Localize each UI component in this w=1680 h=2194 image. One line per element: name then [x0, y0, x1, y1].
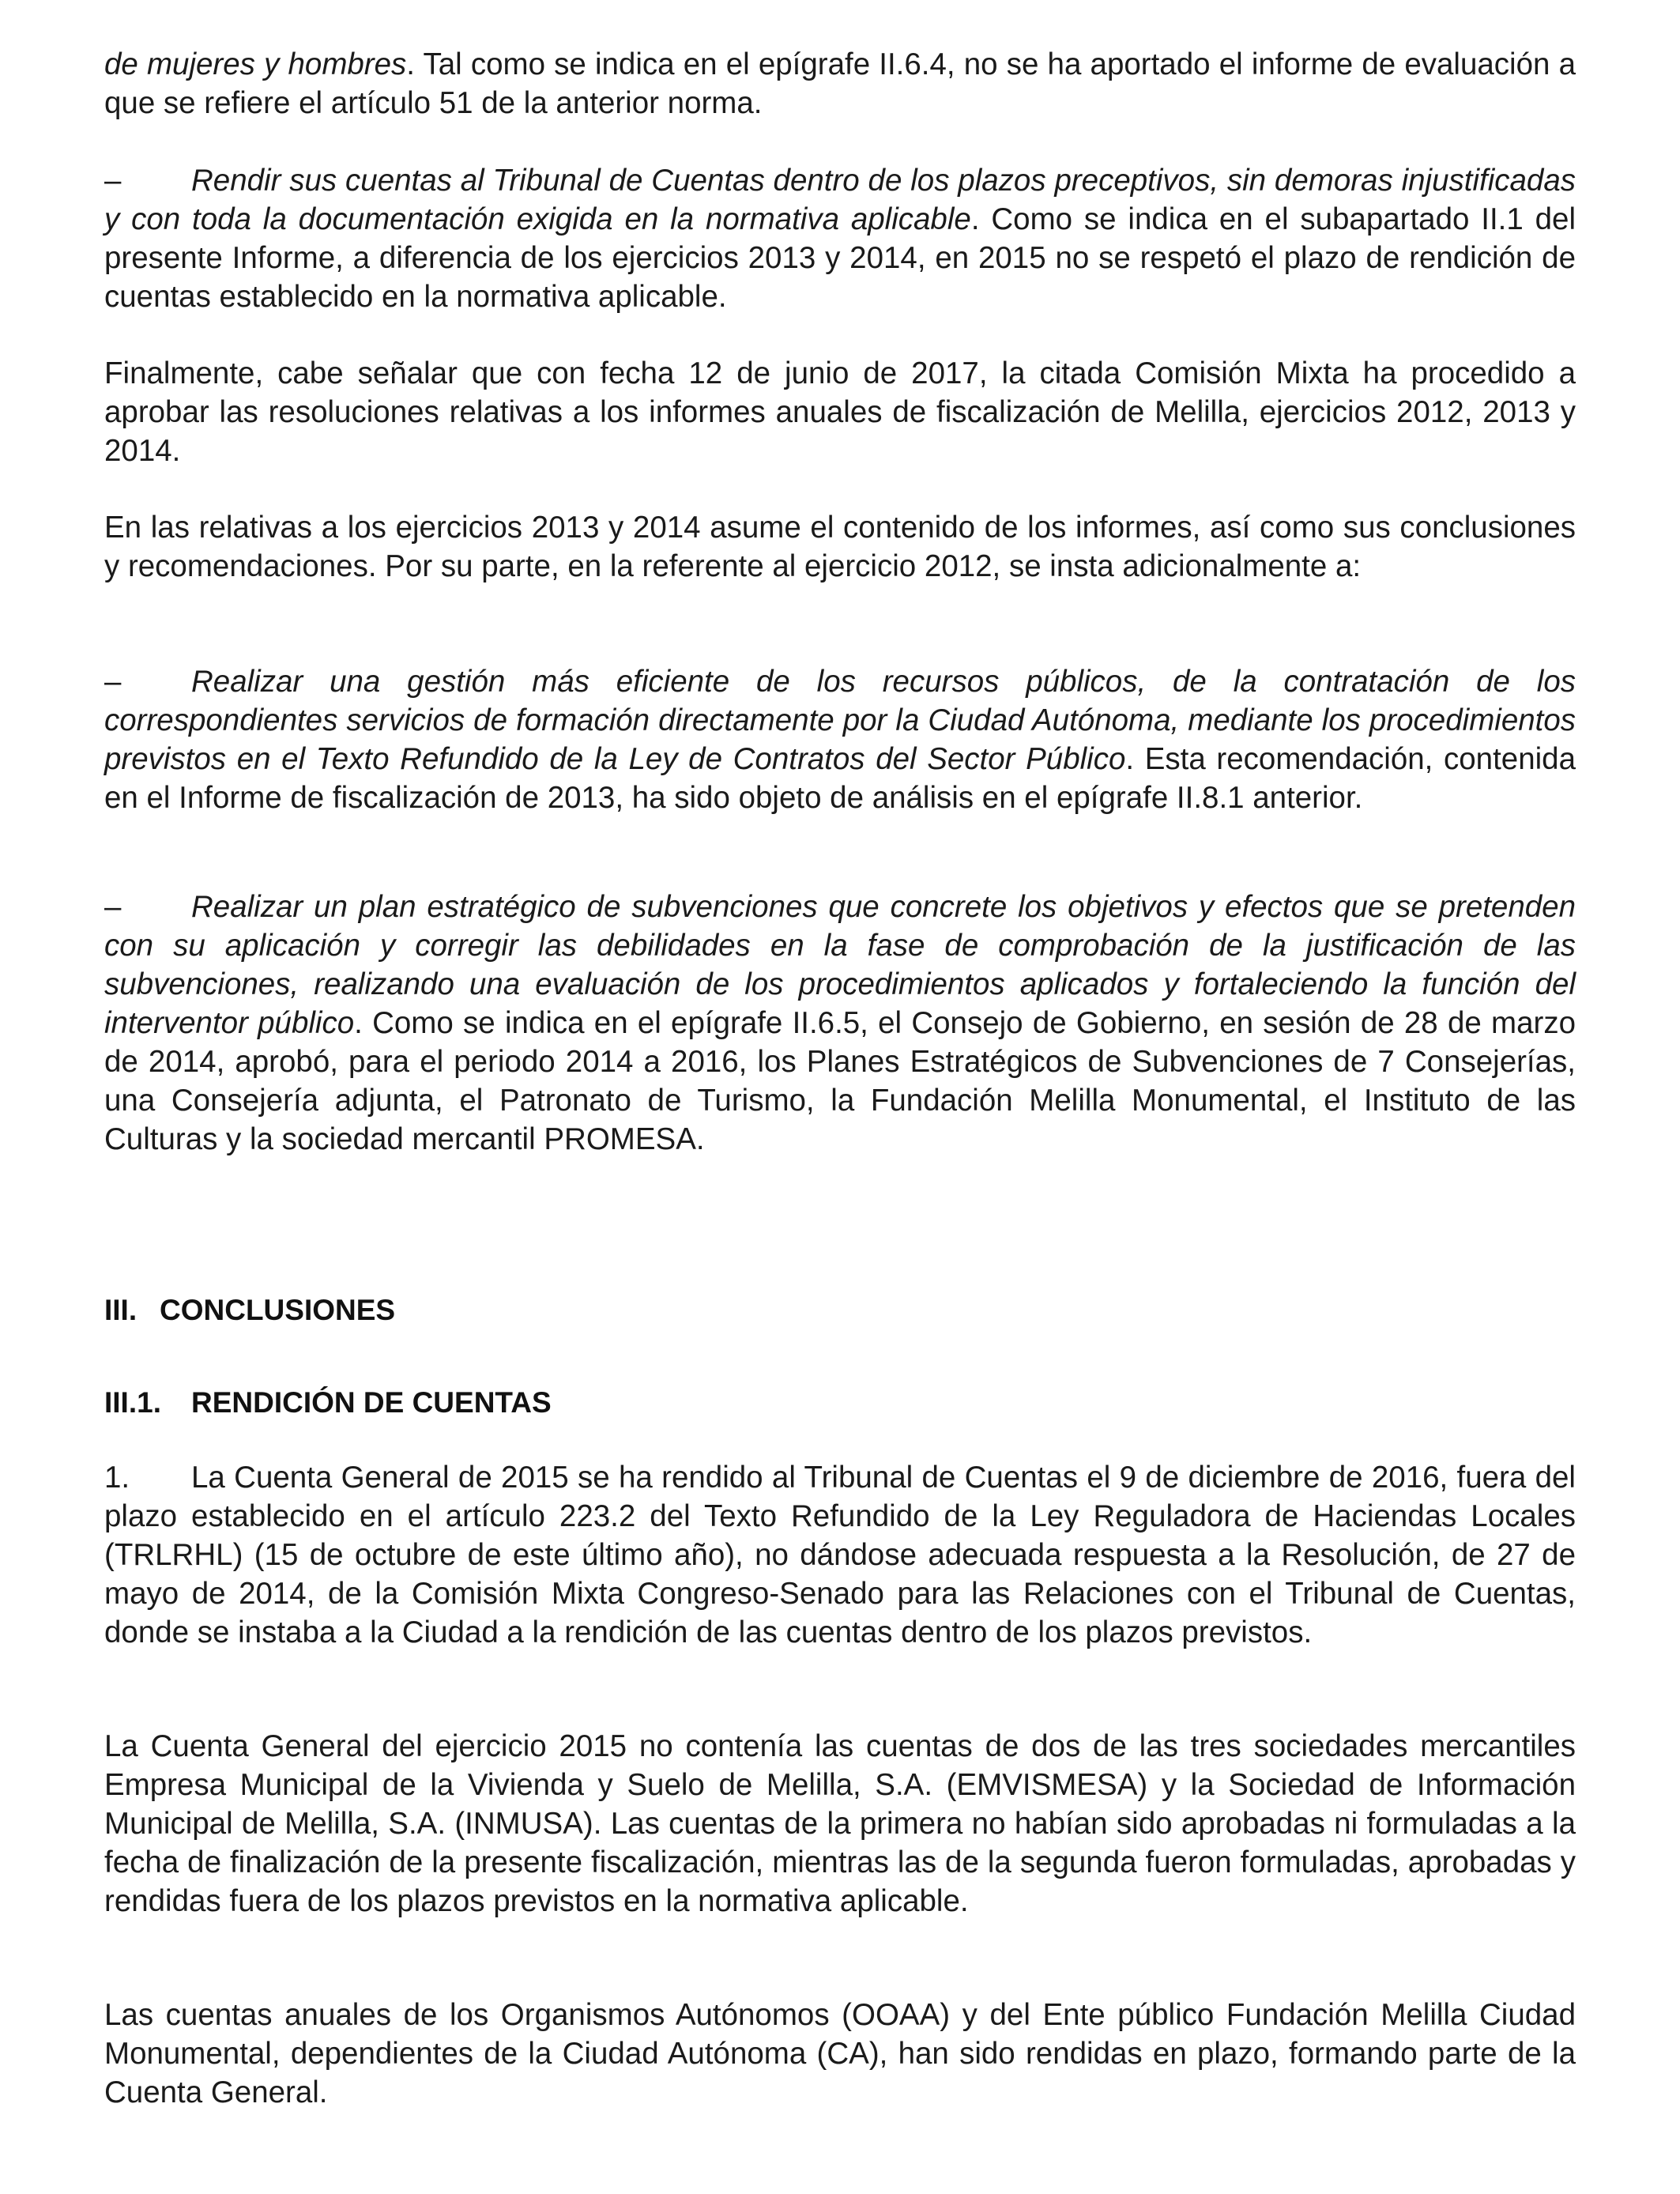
section-title: CONCLUSIONES — [160, 1294, 396, 1326]
italic-phrase: de mujeres y hombres — [104, 47, 407, 81]
dash-marker: – — [104, 164, 122, 198]
paragraph-equality-report — [104, 45, 1576, 123]
section-heading-conclusiones — [104, 1291, 395, 1329]
bullet-plan-estrategico — [104, 888, 1576, 1159]
bullet-text: . Esta recomendación, contenida en el Informe de fiscalización de 2013, ha sido objeto de análisis en el epígrafe II.8.1 anterior. — [104, 742, 1576, 815]
dash-marker: – — [104, 890, 122, 924]
bullet-text: . Como se indica en el epígrafe II.6.5, el Consejo de Gobierno, en sesión de 28 de marzo de 2014, aprobó, para el periodo 2014 a 2016, los Planes Estratégicos de Subvenciones de 7 Consejerías, una Consejería adjunta, el Patronato de Turismo, la Fundación Melilla Monumental, el Instituto de las Culturas y la sociedad mercantil PROMESA. — [104, 1006, 1576, 1156]
paragraph-comision-mixta: Finalmente, cabe señalar que con fecha 12 de junio de 2017, la citada Comisión Mixta ha procedido a aprobar las resoluciones relativas a los informes anuales de fiscalización de Melilla, ejercicios 2012, 2013 y 2014. — [104, 356, 1576, 468]
subsection-title: RENDICIÓN DE CUENTAS — [191, 1386, 552, 1419]
italic-recommendation: Rendir sus cuentas al Tribunal de Cuentas dentro de los plazos preceptivos, sin demoras injustificadas y con toda la documentación exigida en la normativa aplicable — [104, 164, 1576, 236]
paragraph-organismos-autonomos: Las cuentas anuales de los Organismos Autónomos (OOAA) y del Ente público Fundación Melilla Ciudad Monumental, dependientes de la Ciudad Autónoma (CA), han sido rendidas en plazo, formando parte de la Cuenta General. — [104, 1998, 1576, 2109]
bullet-text: . Como se indica en el subapartado II.1 del presente Informe, a diferencia de los ejercicios 2013 y 2014, en 2015 no se respetó el plazo de rendición de cuentas establecido en la normativa aplicable. — [104, 202, 1576, 314]
section-number: III. — [104, 1294, 137, 1326]
italic-recommendation: Realizar un plan estratégico de subvenciones que concrete los objetivos y efectos que se pretenden con su aplicación y corregir las debilidades en la fase de comprobación de la justificación de las subvenciones, realizando una evaluación de los procedimientos aplicados y fortaleciendo la función del interventor público — [104, 890, 1576, 1040]
paragraph-cuenta-general-sociedades: La Cuenta General del ejercicio 2015 no contenía las cuentas de dos de las tres sociedades mercantiles Empresa Municipal de la Vivienda y Suelo de Melilla, S.A. (EMVISMESA) y la Sociedad de Información Municipal de Melilla, S.A. (INMUSA). Las cuentas de la primera no habían sido aprobadas ni formuladas a la fecha de finalización de la presente fiscalización, mientras las de la segunda fueron formuladas, aprobadas y rendidas fuera de los plazos previstos en la normativa aplicable. — [104, 1729, 1576, 1918]
subsection-number: III.1. — [104, 1386, 161, 1419]
bullet-rendir-cuentas — [104, 161, 1576, 316]
dash-marker: – — [104, 665, 122, 699]
subsection-heading-rendicion — [104, 1383, 552, 1422]
paragraph-relativas-ejercicios: En las relativas a los ejercicios 2013 y 2014 asume el contenido de los informes, así como sus conclusiones y recomendaciones. Por su parte, en la referente al ejercicio 2012, se insta adicionalmente a: — [104, 511, 1576, 583]
bullet-gestion-eficiente — [104, 662, 1576, 817]
italic-recommendation: Realizar una gestión más eficiente de los recursos públicos, de la contratación de los correspondientes servicios de formación directamente por la Ciudad Autónoma, mediante los procedimientos previstos en el Texto Refundido de la Ley de Contratos del Sector Público — [104, 665, 1576, 776]
item-number: 1. — [104, 1461, 130, 1495]
conclusion-item-1 — [104, 1458, 1576, 1652]
item-text: La Cuenta General de 2015 se ha rendido al Tribunal de Cuentas el 9 de diciembre de 2016, fuera del plazo establecido en el artículo 223.2 del Texto Refundido de la Ley Reguladora de Haciendas Locales (TRLRHL) (15 de octubre de este último año), no dándose adecuada respuesta a la Resolución, de 27 de mayo de 2014, de la Comisión Mixta Congreso-Senado para las Relaciones con el Tribunal de Cuentas, donde se instaba a la Ciudad a la rendición de las cuentas dentro de los plazos previstos. — [104, 1461, 1576, 1649]
paragraph-text: . Tal como se indica en el epígrafe II.6.4, no se ha aportado el informe de evaluación a que se refiere el artículo 51 de la anterior norma. — [104, 47, 1576, 120]
